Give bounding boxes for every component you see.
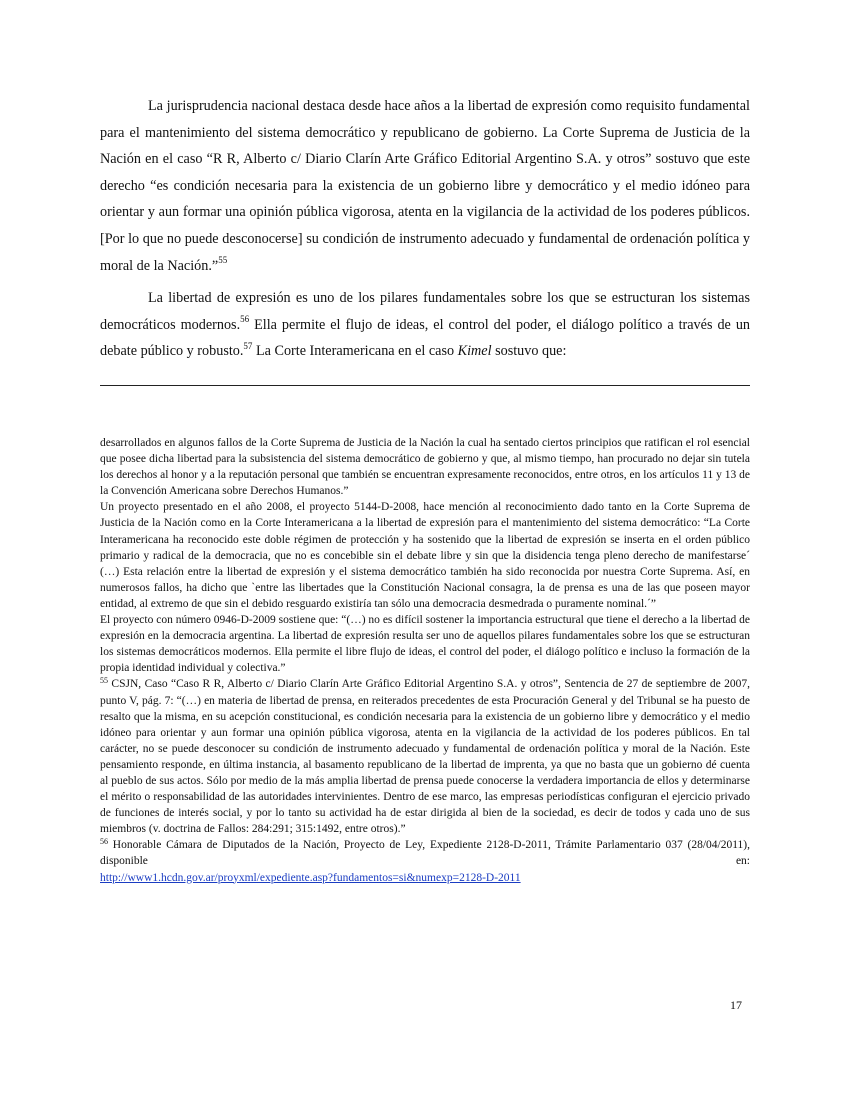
footnote-number: 55 bbox=[100, 675, 108, 685]
main-text bbox=[100, 93, 750, 386]
footnote-56 bbox=[100, 837, 750, 869]
paragraph-text: La Corte Interamericana en el caso bbox=[252, 343, 458, 360]
paragraph-libertad bbox=[100, 285, 750, 365]
footnote-ref-57[interactable]: 57 bbox=[243, 340, 253, 351]
footnote-continued: Un proyecto presentado en el año 2008, el proyecto 5144-D-2008, hace mención al reconocimiento dado tanto en la Corte Suprema de Justicia de la Nación como en la Corte Interamericana a la libertad de expresión para el mantenimiento del sistema democrático: “La Corte Interamericana ha reconocido este doble régimen de protección y ha sostenido que la libertad de expresión se inserta en el orden público primario y radical de la democracia, que no es concebible sin el debate libre y sin que la disidencia tenga pleno derecho de manifestarse´ (…) Esta relación entre la libertad de expresión y el sistema democrático también ha sido reconocida por nuestra Corte Suprema. Así, en numerosos fallos, ha dicho que `entre las libertades que la Constitución Nacional consagra, la de prensa es una de las que poseen mayor entidad, al extremo de que sin el debido resguardo existiría tan sólo una democracia desmedrada o puramente nominal.´” bbox=[100, 501, 750, 610]
footnote-ref-56[interactable]: 56 bbox=[240, 314, 250, 325]
footnote-text: CSJN, Caso “Caso R R, Alberto c/ Diario Clarín Arte Gráfico Editorial Argentino S.A. y otros”, Sentencia de 27 de septiembre de 2007, punto V, pág. 7: “(…) en materia de libertad de prensa, en reiterados precedentes de esta Procuración General y del Tribunal se ha puesto de resalto que la misma, en su acepción constitucional, es condición necesaria para la existencia de un gobierno libre y democrático y el medio idóneo para orientar y aun formar una opinión pública vigorosa, atenta en la vigilancia de la actividad de los poderes públicos. En tal carácter, no se puede desconocer su condición de instrumento adecuado y fundamental de ordenación política y moral de la Nación. Este pensamiento responde, en última instancia, al basamento republicano de la libertad de imprenta, ya que no basta que un gobierno dé cuenta al pueblo de sus actos. Sólo por medio de la más amplia libertad de prensa puede conocerse la verdadera importancia de ellos y determinarse el mérito o responsabilidad de las autoridades intervinientes. Dentro de ese marco, las empresas periodísticas configuran el ejercicio privado de funciones de interés social, y por lo tanto su actividad ha de estar dirigida al bien de la sociedad, es decir de todos y cada uno de sus miembros (v. doctrina de Fallos: 284:291; 315:1492, entre otros).” bbox=[100, 678, 750, 836]
footnote-text: Honorable Cámara de Diputados de la Nación, Proyecto de Ley, Expediente 2128-D-2011, Trámite Parlamentario 037 (28/04/2011), disponible en: bbox=[100, 839, 750, 868]
footnote-56-link-line bbox=[100, 870, 750, 886]
paragraph-text: Ella permite el flujo de ideas, el control del poder, el diálogo político a través de un debate público y robusto. bbox=[100, 316, 751, 360]
footnote-55 bbox=[100, 676, 750, 837]
footnotes-section bbox=[100, 435, 750, 886]
footnote-separator bbox=[100, 385, 750, 386]
paragraph-text: sostuvo que: bbox=[491, 343, 567, 360]
paragraph-text: La jurisprudencia nacional destaca desde hace años a la libertad de expresión como requisito fundamental para el mantenimiento del sistema democrático y republicano de gobierno. La Corte Suprema de Justicia de la Nación en el caso “R R, Alberto c/ Diario Clarín Arte Gráfico Editorial Argentino S.A. y otros” sostuvo que este derecho “es condición necesaria para la existencia de un gobierno libre y democrático y el medio idóneo para orientar y aun formar una opinión pública vigorosa, atenta en la vigilancia de la actividad de los poderes públicos. [Por lo que no puede desconocerse] su condición de instrumento adecuado y fundamental de ordenación política y moral de la Nación.” bbox=[100, 98, 750, 274]
footnote-number: 56 bbox=[100, 836, 108, 846]
page-number: 17 bbox=[730, 998, 742, 1012]
paragraph-text: La libertad de expresión es uno de los pilares fundamentales sobre los que se estructuran los sistemas democráticos modernos. bbox=[100, 290, 750, 333]
footnote-ref-55[interactable]: 55 bbox=[218, 254, 228, 265]
case-name: Kimel bbox=[457, 343, 492, 360]
footnote-continued: desarrollados en algunos fallos de la Corte Suprema de Justicia de la Nación la cual ha sentado ciertos principios que ratifican el rol esencial que posee dicha libertad para la subsistencia del sistema democrático de gobierno y que, al mismo tiempo, han procurado no dejar sin tutela los derechos al honor y a la reputación personal que también se encuentran expresamente reconocidos, entre otros, en los artículos 11 y 13 de la Convención Americana sobre Derechos Humanos.” bbox=[100, 437, 750, 498]
footnote-continued: El proyecto con número 0946-D-2009 sostiene que: “(…) no es difícil sostener la importancia estructural que tiene el derecho a la libertad de expresión en la democracia argentina. La libertad de expresión resulta ser uno de aquellos pilares fundamentales sobre los que se estructuran los sistemas democráticos modernos. Ella permite el libre flujo de ideas, el control del poder, el diálogo político e incluso la formación de la propia identidad individual y colectiva.” bbox=[100, 614, 750, 675]
source-link[interactable]: http://www1.hcdn.gov.ar/proyxml/expediente.asp?fundamentos=si&numexp=2128-D-2011 bbox=[100, 871, 521, 884]
paragraph-jurisprudencia bbox=[100, 93, 750, 279]
